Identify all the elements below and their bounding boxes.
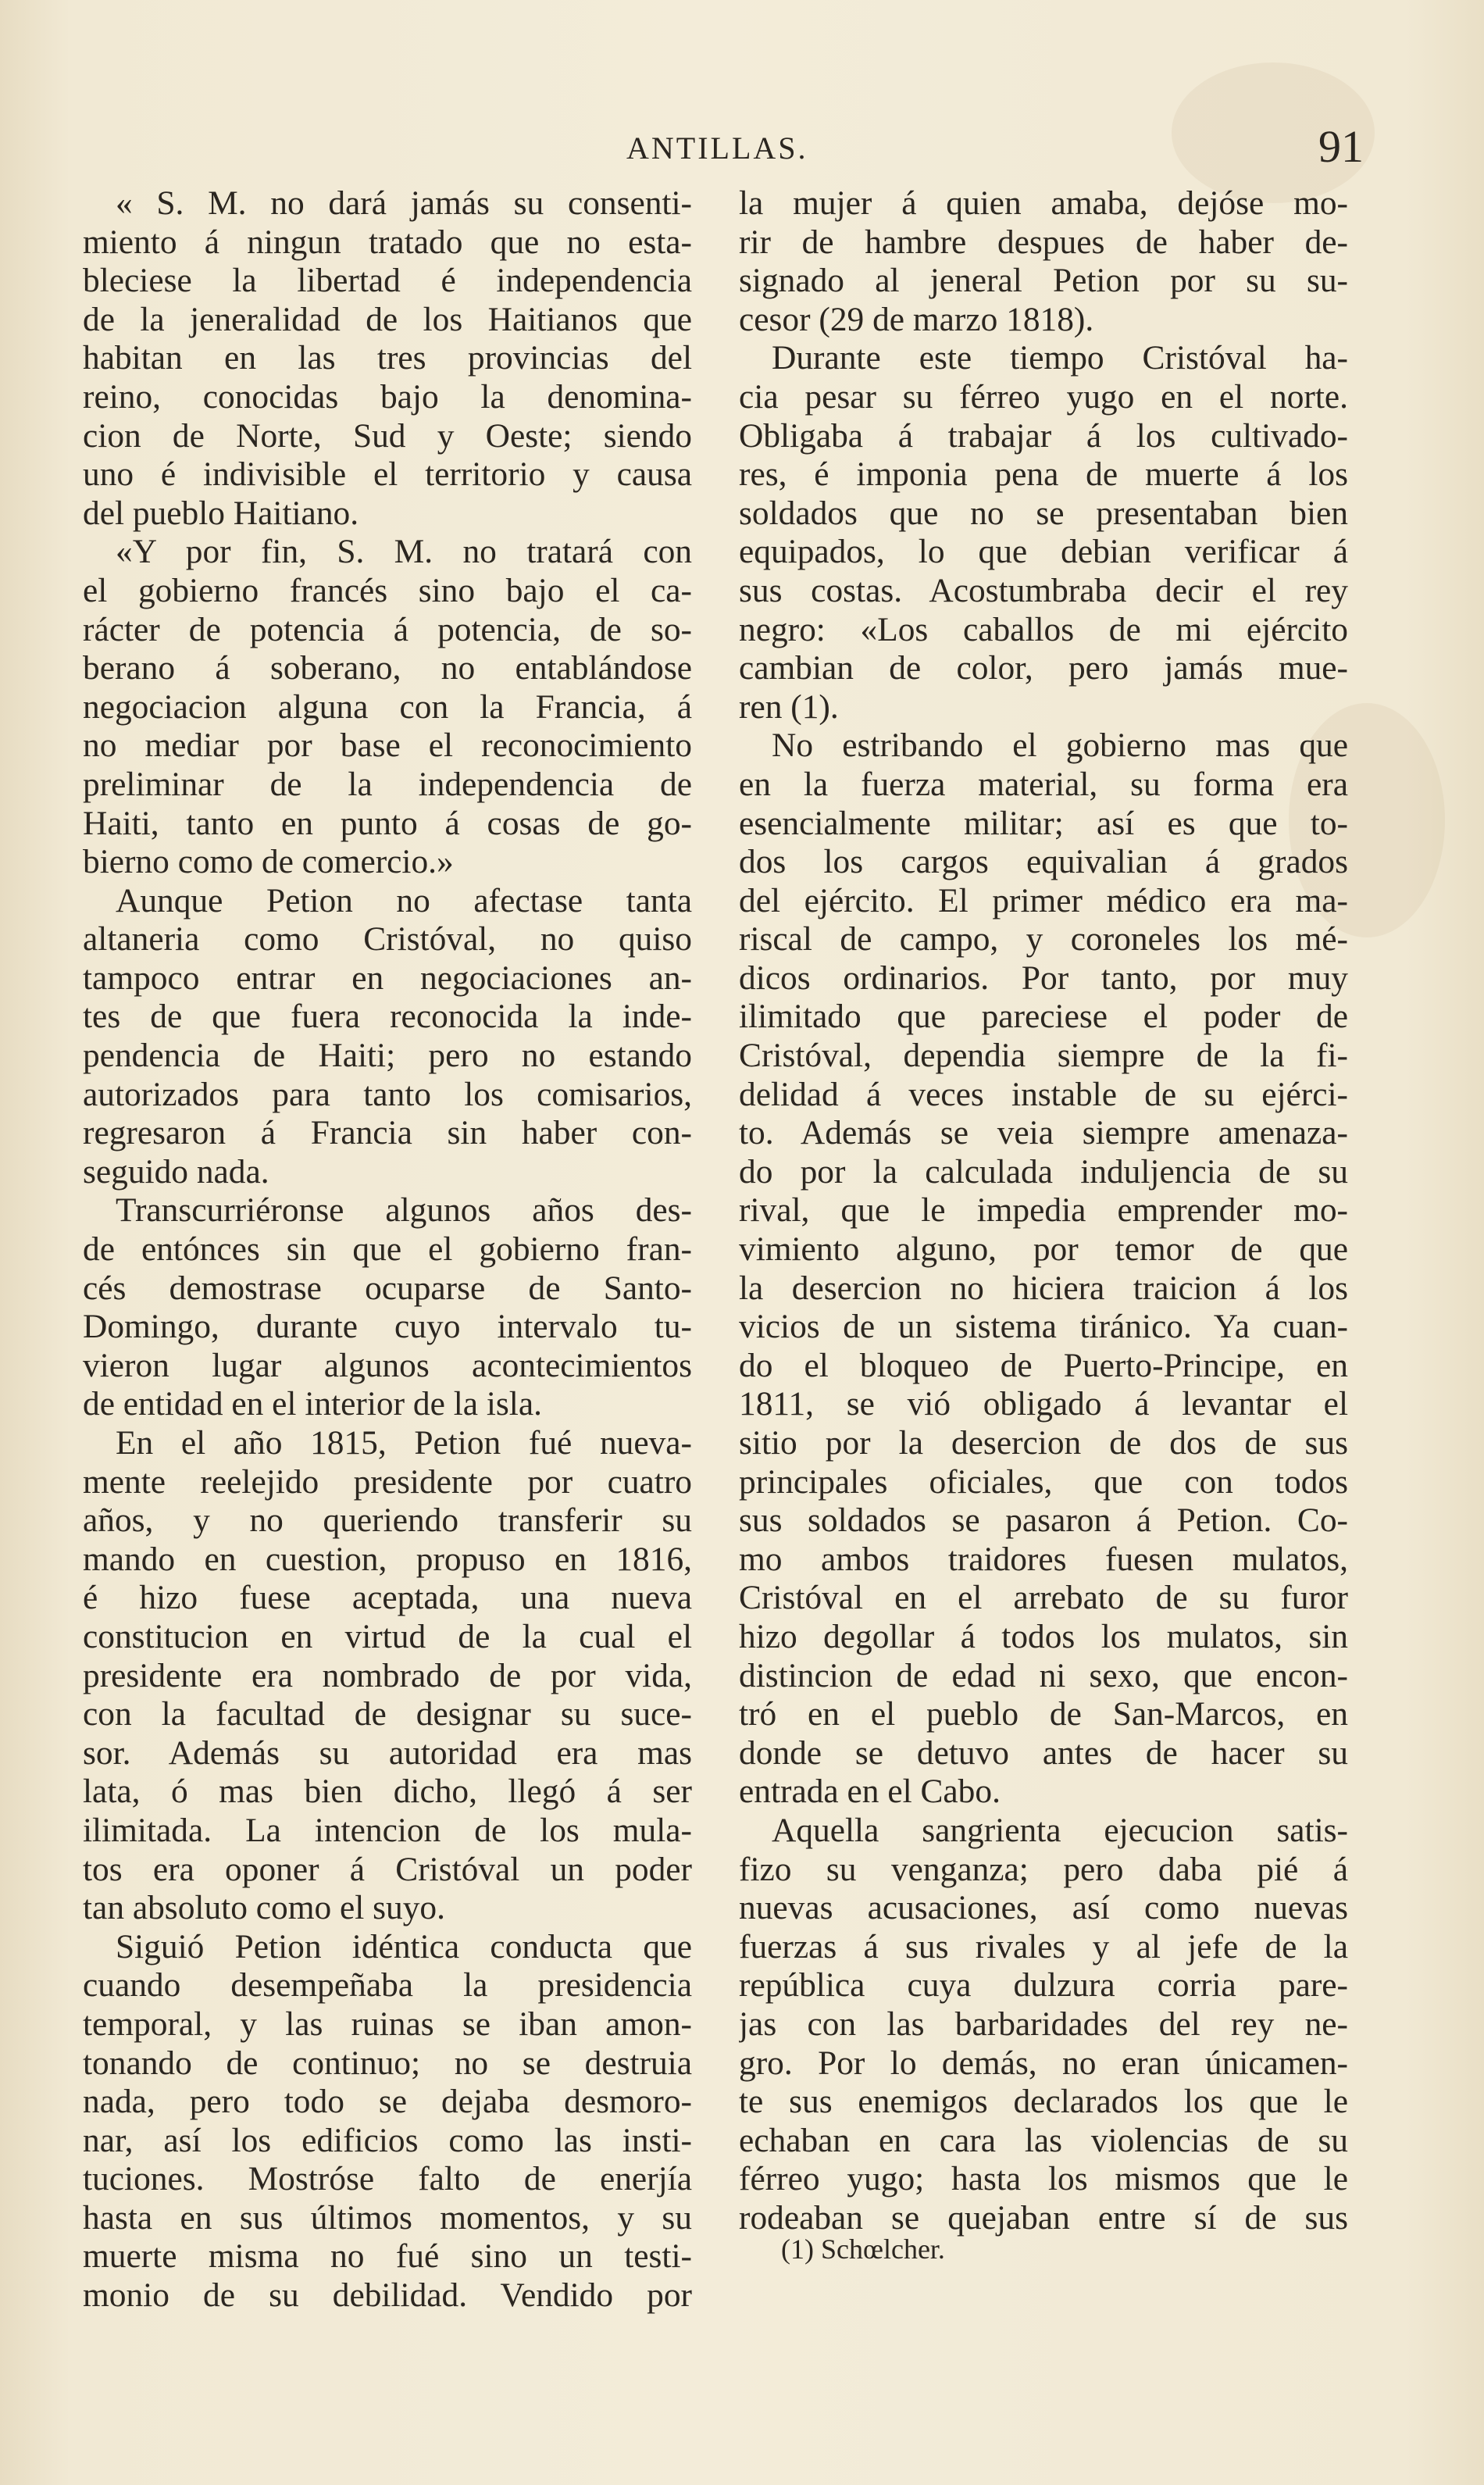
text-line: del ejército. El primer médico era ma- [739, 881, 1348, 919]
text-line: muerte misma no fué sino un testi- [83, 2237, 692, 2276]
text-line: altaneria como Cristóval, no quiso [83, 920, 692, 959]
text-line: sitio por la desercion de dos de sus [739, 1424, 1348, 1462]
text-line: tan absoluto como el suyo. [83, 1889, 445, 1927]
right-text-column [739, 184, 1348, 2237]
text-line: miento á ningun tratado que no esta- [83, 223, 692, 261]
text-line: ilimitado que pareciese el poder de [739, 998, 1348, 1036]
text-line: vimiento alguno, por temor de que [739, 1230, 1348, 1269]
text-line: constitucion en virtud de la cual el [83, 1617, 692, 1655]
text-line: fuerzas á sus rivales y al jefe de la [739, 1927, 1348, 1966]
text-line: cés demostrase ocuparse de Santo- [83, 1269, 692, 1307]
text-line: bierno como de comercio.» [83, 843, 454, 881]
text-line: ren (1). [739, 687, 839, 726]
text-line: esencialmente militar; así es que to- [739, 804, 1348, 842]
text-line: berano á soberano, no entablándose [83, 649, 692, 687]
text-line: fizo su venganza; pero daba pié á [739, 1850, 1348, 1888]
text-line: cion de Norte, Sud y Oeste; siendo [83, 416, 692, 455]
text-line: uno é indivisible el territorio y causa [83, 455, 692, 494]
text-line: Cristóval en el arrebato de su furor [739, 1579, 1348, 1617]
text-line: soldados que no se presentaban bien [739, 494, 1348, 532]
text-line: nada, pero todo se dejaba desmoro- [83, 2083, 692, 2121]
text-line: del pueblo Haitiano. [83, 494, 359, 532]
text-line: « S. M. no dará jamás su consenti- [116, 184, 692, 222]
text-line: Obligaba á trabajar á los cultivado- [739, 416, 1348, 455]
text-line: años, y no queriendo transferir su [83, 1501, 692, 1540]
text-line: mando en cuestion, propuso en 1816, [83, 1540, 692, 1578]
text-line: rival, que le impedia emprender mo- [739, 1191, 1348, 1230]
text-line: signado al jeneral Petion por su su- [739, 262, 1348, 300]
text-line: dicos ordinarios. Por tanto, por muy [739, 959, 1348, 997]
text-line: nar, así los edificios como las insti- [83, 2121, 692, 2159]
text-line: sor. Además su autoridad era mas [83, 1733, 692, 1772]
text-line: seguido nada. [83, 1152, 269, 1191]
text-line: de la jeneralidad de los Haitianos que [83, 300, 692, 338]
text-line: «Y por fin, S. M. no tratará con [116, 533, 692, 571]
text-line: habitan en las tres provincias del [83, 339, 692, 377]
text-line: riscal de campo, y coroneles los mé- [739, 920, 1348, 959]
text-line: tampoco entrar en negociaciones an- [83, 959, 692, 997]
text-line: é hizo fuese aceptada, una nueva [83, 1579, 692, 1617]
text-line: ilimitada. La intencion de los mula- [83, 1811, 692, 1849]
text-line: Aunque Petion no afectase tanta [116, 881, 692, 919]
text-line: la mujer á quien amaba, dejóse mo- [739, 184, 1348, 222]
text-line: férreo yugo; hasta los mismos que le [739, 2160, 1348, 2198]
left-text-column [83, 184, 692, 2315]
page-header [75, 121, 1364, 177]
text-line: vieron lugar algunos acontecimientos [83, 1346, 692, 1384]
text-line: lata, ó mas bien dicho, llegó á ser [83, 1773, 692, 1811]
text-line: cuando desempeñaba la presidencia [83, 1966, 692, 2005]
text-line: pendencia de Haiti; pero no estando [83, 1037, 692, 1075]
text-line: tuciones. Mostróse falto de enerjía [83, 2160, 692, 2198]
text-line: república cuya dulzura corria pare- [739, 1966, 1348, 2005]
text-line: de entónces sin que el gobierno fran- [83, 1230, 692, 1269]
text-line: jas con las barbaridades del rey ne- [739, 2005, 1348, 2043]
text-line: to. Además se veia siempre amenaza- [739, 1114, 1348, 1152]
text-line: en la fuerza material, su forma era [739, 765, 1348, 803]
text-line: equipados, lo que debian verificar á [739, 533, 1348, 571]
text-line: cesor (29 de marzo 1818). [739, 300, 1094, 338]
text-line: mente reelejido presidente por cuatro [83, 1462, 692, 1501]
text-line: sus soldados se pasaron á Petion. Co- [739, 1501, 1348, 1540]
text-line: 1811, se vió obligado á levantar el [739, 1385, 1348, 1423]
text-line: mo ambos traidores fuesen mulatos, [739, 1540, 1348, 1578]
text-line: tos era oponer á Cristóval un poder [83, 1850, 692, 1888]
running-title: ANTILLAS. [626, 130, 808, 166]
text-line: rácter de potencia á potencia, de so- [83, 610, 692, 648]
text-line: negociacion alguna con la Francia, á [83, 687, 692, 726]
text-line: En el año 1815, Petion fué nueva- [116, 1424, 692, 1462]
text-line: rodeaban se quejaban entre sí de sus [739, 2198, 1348, 2237]
text-line: autorizados para tanto los comisarios, [83, 1075, 692, 1113]
text-line: hasta en sus últimos momentos, y su [83, 2198, 692, 2237]
text-line: Transcurriéronse algunos años des- [116, 1191, 692, 1230]
text-line: Durante este tiempo Cristóval ha- [772, 339, 1348, 377]
text-line: res, é imponia pena de muerte á los [739, 455, 1348, 494]
text-line: de entidad en el interior de la isla. [83, 1385, 542, 1423]
text-line: Domingo, durante cuyo intervalo tu- [83, 1308, 692, 1346]
text-line: el gobierno francés sino bajo el ca- [83, 571, 692, 609]
text-line: hizo degollar á todos los mulatos, sin [739, 1617, 1348, 1655]
text-line: monio de su debilidad. Vendido por [83, 2276, 692, 2315]
text-line: echaban en cara las violencias de su [739, 2121, 1348, 2159]
text-line: negro: «Los caballos de mi ejército [739, 610, 1348, 648]
text-line: dos los cargos equivalian á grados [739, 843, 1348, 881]
page-number: 91 [1318, 121, 1364, 172]
text-line: Haiti, tanto en punto á cosas de go- [83, 804, 692, 842]
text-line: No estribando el gobierno mas que [772, 727, 1348, 765]
text-line: tonando de continuo; no se destruia [83, 2044, 692, 2082]
text-line: temporal, y las ruinas se iban amon- [83, 2005, 692, 2043]
text-line: presidente era nombrado de por vida, [83, 1656, 692, 1694]
text-line: no mediar por base el reconocimiento [83, 727, 692, 765]
text-line: distincion de edad ni sexo, que encon- [739, 1656, 1348, 1694]
text-line: bleciese la libertad é independencia [83, 262, 692, 300]
text-line: vicios de un sistema tiránico. Ya cuan- [739, 1308, 1348, 1346]
text-line: principales oficiales, que con todos [739, 1462, 1348, 1501]
text-line: donde se detuvo antes de hacer su [739, 1733, 1348, 1772]
text-line: con la facultad de designar su suce- [83, 1695, 692, 1733]
text-line: gro. Por lo demás, no eran únicamen- [739, 2044, 1348, 2082]
text-line: rir de hambre despues de haber de- [739, 223, 1348, 261]
text-line: Siguió Petion idéntica conducta que [116, 1927, 692, 1966]
text-line: do el bloqueo de Puerto-Principe, en [739, 1346, 1348, 1384]
text-line: cia pesar su férreo yugo en el norte. [739, 377, 1348, 416]
text-line: do por la calculada induljencia de su [739, 1152, 1348, 1191]
text-line: la desercion no hiciera traicion á los [739, 1269, 1348, 1307]
text-line: preliminar de la independencia de [83, 765, 692, 803]
text-line: Cristóval, dependia siempre de la fi- [739, 1037, 1348, 1075]
text-line: delidad á veces instable de su ejérci- [739, 1075, 1348, 1113]
text-line: reino, conocidas bajo la denomina- [83, 377, 692, 416]
text-line: regresaron á Francia sin haber con- [83, 1114, 692, 1152]
text-line: sus costas. Acostumbraba decir el rey [739, 571, 1348, 609]
text-line: nuevas acusaciones, así como nuevas [739, 1889, 1348, 1927]
text-line: Aquella sangrienta ejecucion satis- [772, 1811, 1348, 1849]
text-line: tes de que fuera reconocida la inde- [83, 998, 692, 1036]
text-line: cambian de color, pero jamás mue- [739, 649, 1348, 687]
footnote: (1) Schœlcher. [781, 2233, 945, 2265]
text-line: te sus enemigos declarados los que le [739, 2083, 1348, 2121]
text-line: entrada en el Cabo. [739, 1773, 1001, 1811]
text-line: tró en el pueblo de San-Marcos, en [739, 1695, 1348, 1733]
